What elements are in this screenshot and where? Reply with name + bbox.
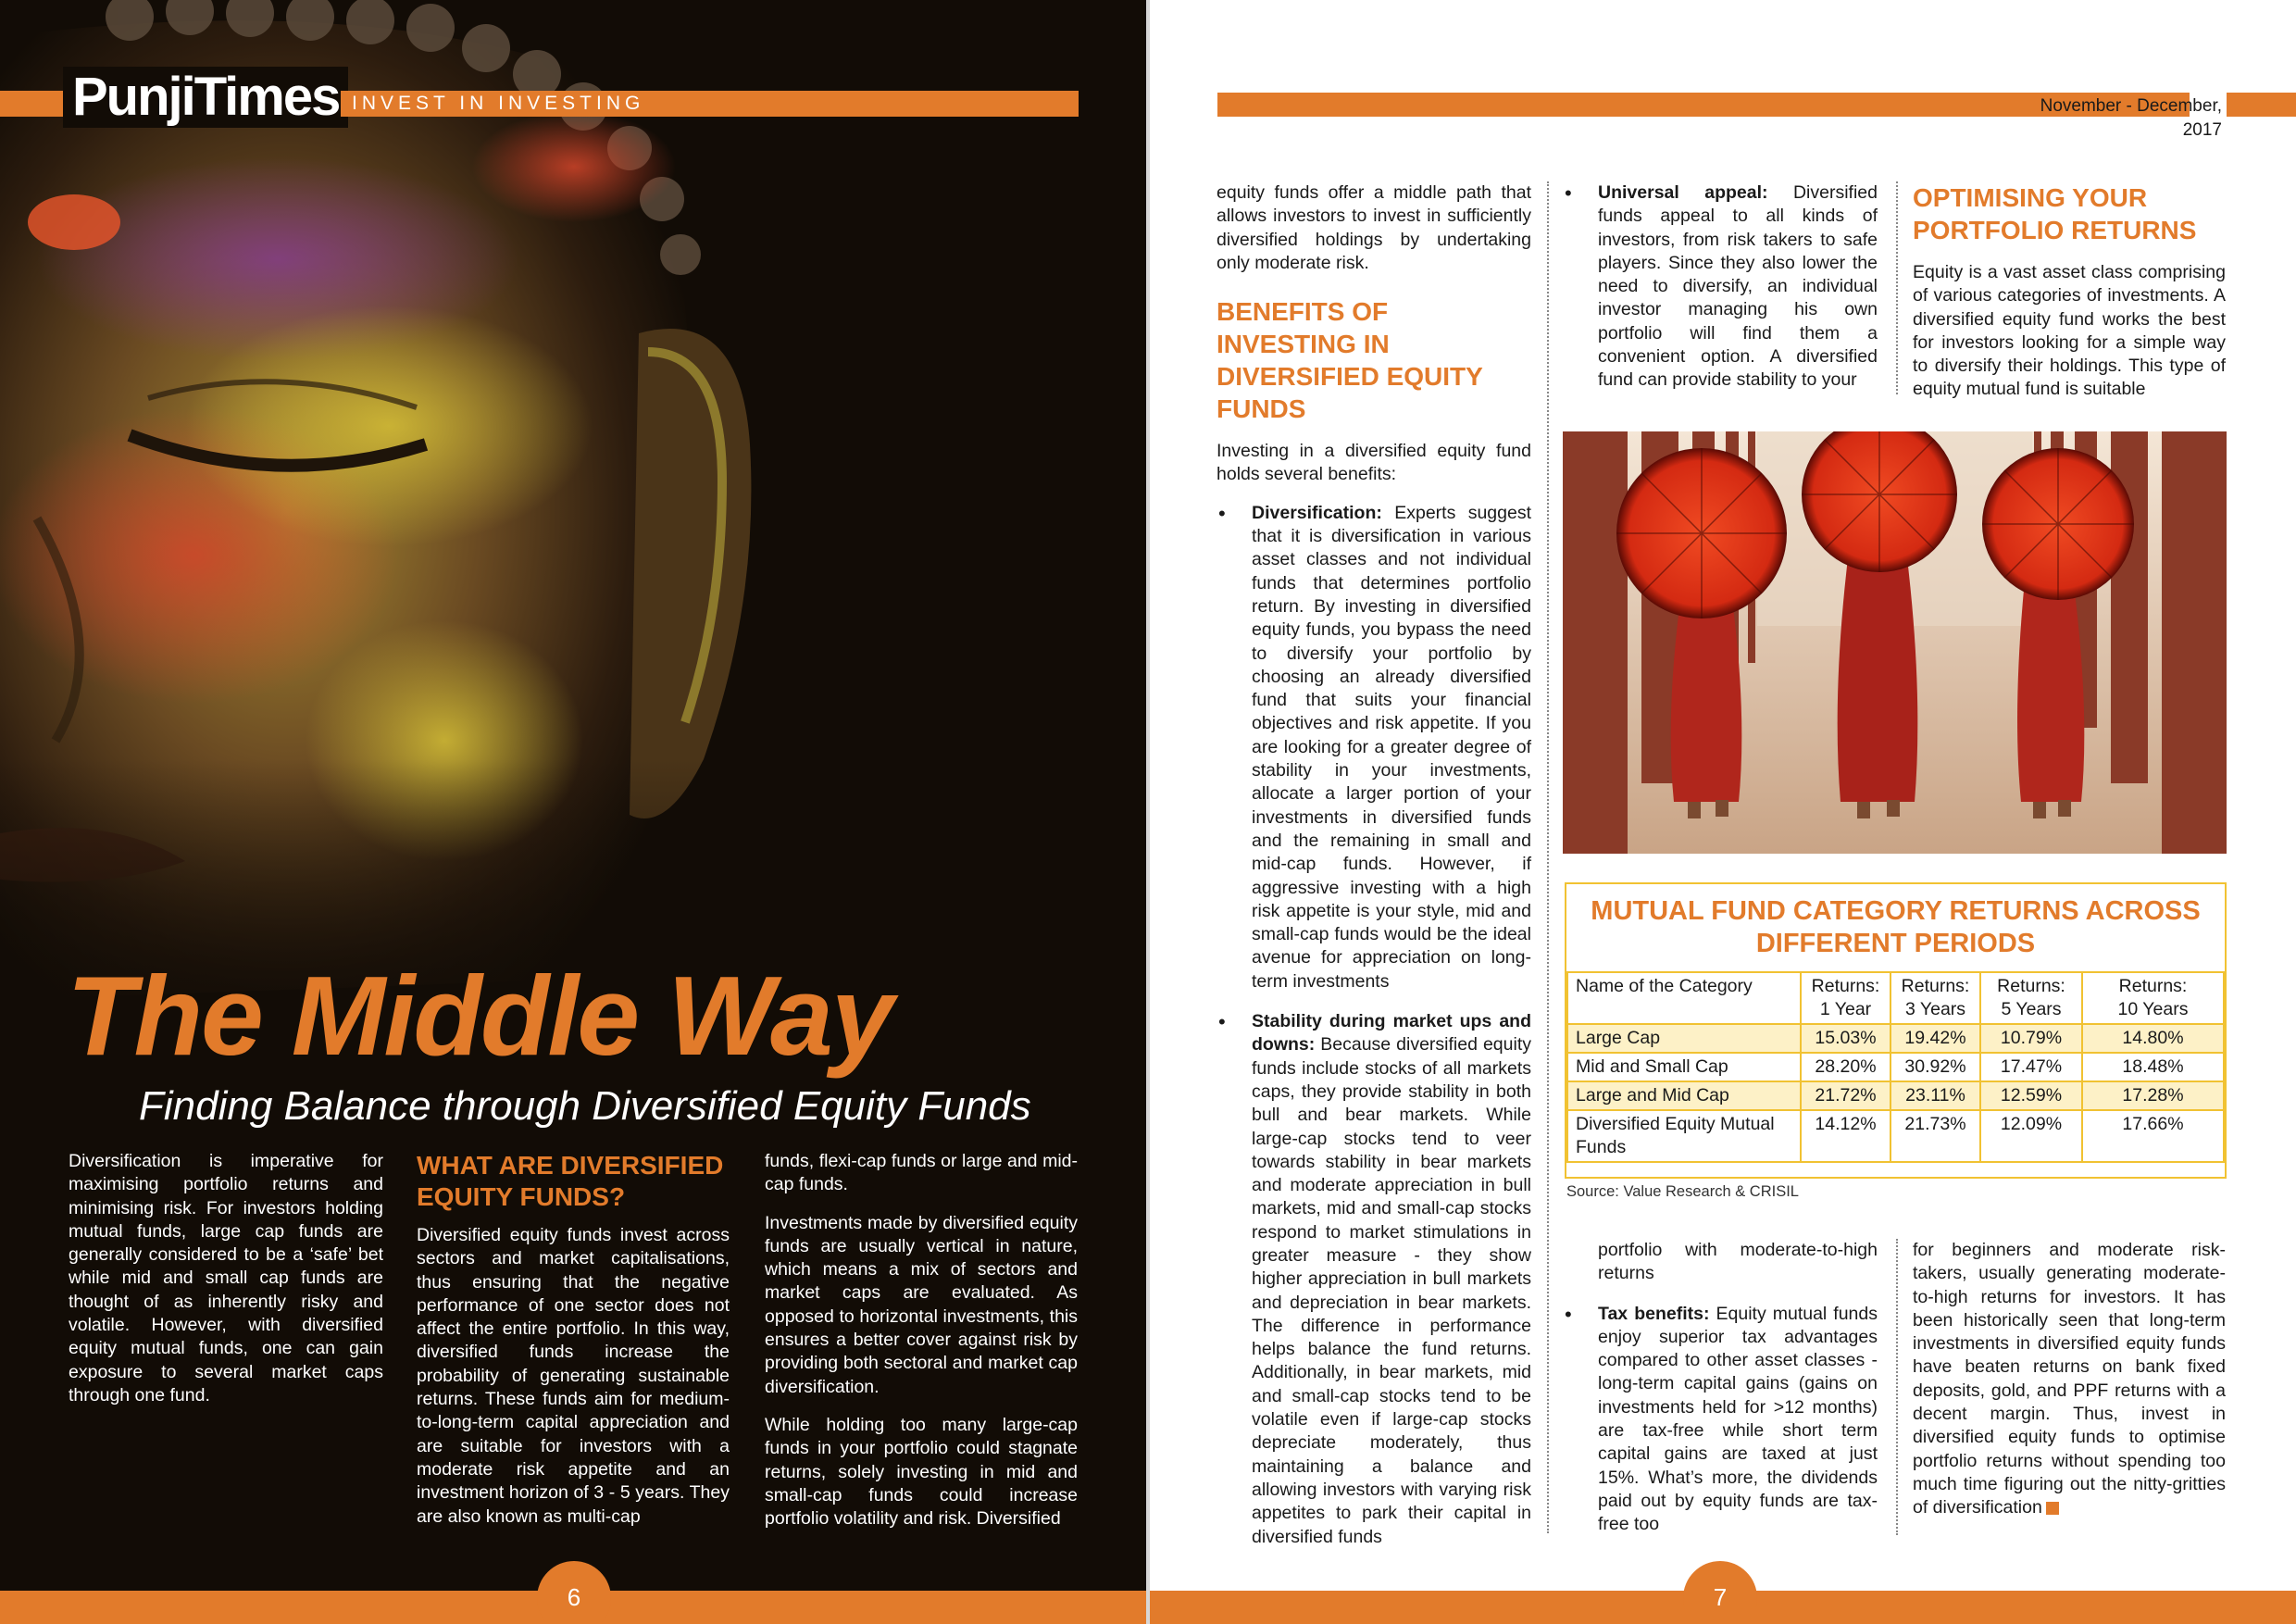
left-column-1: [69, 1150, 383, 1422]
header-cell-line: Returns:: [1811, 976, 1880, 996]
section-heading-what-are: WHAT ARE DIVERSIFIED EQUITY FUNDS?: [417, 1151, 724, 1211]
table-cell: 12.59%: [1980, 1081, 2082, 1110]
masthead-tagline-box: [341, 91, 655, 117]
paragraph: equity funds offer a middle path that allows investors to invest in sufficiently diversified holdings by undertaking only moderate risk.: [1217, 182, 1531, 273]
table-cell: 28.20%: [1801, 1053, 1890, 1081]
table-cell: Large and Mid Cap: [1567, 1081, 1801, 1110]
bullet-text: portfolio with moderate-to-high returns: [1598, 1240, 1878, 1284]
bullet-text: Because diversified equity funds include stocks of all markets caps, they provide stability in both bull and bear markets. While large-cap stocks tend to veer towards stability in bear markets and moderate appreciation in bull markets, mid and small-cap stocks respond to market stimulations in greater measure - they show higher appreciation in bull markets and depreciation in bear markets. The difference in performance helps balance the fund returns. Additionally, in bear markets, mid and small-cap stocks tend to be volatile even if large-cap stocks depreciate moderately, thus maintaining a balance and allowing investors with varying risk appetites to park their capital in diversified funds: [1252, 1034, 1531, 1547]
list-item: [1563, 1303, 1878, 1537]
paragraph: While holding too many large-cap funds in your portfolio could stagnate returns, solely investing in mid and small-cap funds could increase portfolio volatility and risk. Diversified: [765, 1414, 1078, 1530]
list-item: [1217, 1010, 1531, 1549]
paragraph: [1913, 1239, 2226, 1520]
header-cell: Name of the Category: [1567, 972, 1801, 1024]
benefits-list-continued: [1563, 181, 1878, 393]
right-column-1: [1217, 181, 1531, 1566]
table-cell: 15.03%: [1801, 1024, 1890, 1053]
header-cell-line: Returns:: [1901, 976, 1970, 996]
bullet-label: Tax benefits:: [1598, 1303, 1710, 1324]
header-cell-line: 1 Year: [1819, 999, 1872, 1019]
table-title: MUTUAL FUND CATEGORY RETURNS ACROSS DIFFERENT PERIODS: [1591, 896, 2201, 958]
bullet-label: Universal appeal:: [1598, 182, 1768, 203]
table-header-row: [1567, 972, 2224, 1024]
header-cell-line: 5 Years: [2001, 999, 2062, 1019]
header-bar-end: [2227, 93, 2296, 117]
bullet-text: Diversified funds appeal to all kinds of investors, from risk takers to safe players. Since they also lower the need to diversify, an individual investor managing his own portfolio will find them a convenient option. A diversified fund can provide stability to your: [1598, 182, 1878, 391]
right-column-2-top: [1563, 181, 1878, 409]
section-paragraph: Diversified equity funds invest across sectors and market capitalisations, thus ensuring that the negative performance of one sector does not affect the entire portfolio. In this way, diversified funds increase the probability of generating sustainable returns. These funds aim for medium-to-long-term capital appreciation and are suitable for investors with a moderate risk appetite and an investment horizon of 3 - 5 years. They are also known as multi-cap: [417, 1225, 730, 1527]
article-subtitle: Finding Balance through Diversified Equity Funds: [139, 1083, 1031, 1129]
article-title: The Middle Way: [67, 953, 892, 1079]
monks-umbrella-photo: [1563, 431, 2227, 854]
end-of-article-mark: [2046, 1502, 2059, 1515]
table-cell: 19.42%: [1890, 1024, 1980, 1053]
right-column-3-top: [1913, 181, 2226, 417]
header-cell: [1890, 972, 1980, 1024]
brand-tagline: INVEST IN INVESTING: [352, 93, 645, 114]
table-cell: 12.09%: [1980, 1110, 2082, 1162]
table-cell: Large Cap: [1567, 1024, 1801, 1053]
list-item: [1217, 502, 1531, 993]
page-number: 7: [1713, 1583, 1728, 1611]
page-number: 6: [567, 1583, 581, 1611]
column-divider: [1896, 181, 1898, 394]
returns-table: [1566, 971, 2225, 1163]
table-cell: 17.66%: [2082, 1110, 2224, 1162]
table-cell: 10.79%: [1980, 1024, 2082, 1053]
left-column-3: [765, 1150, 1078, 1545]
table-cell: 17.28%: [2082, 1081, 2224, 1110]
table-cell: 23.11%: [1890, 1081, 1980, 1110]
paragraph: Investing in a diversified equity fund holds several benefits:: [1217, 441, 1531, 485]
masthead-logo-box: [63, 67, 348, 128]
brand-logo: PunjiTimes: [72, 67, 340, 127]
table-row: [1567, 1081, 2224, 1110]
section-heading-benefits: BENEFITS OF INVESTING IN DIVERSIFIED EQUITY FUNDS: [1217, 297, 1483, 424]
paragraph-text: for beginners and moderate risk-takers, usually generating moderate-to-high returns for investors. It has been historically seen that long-term investments in diversified equity funds have beaten returns on bank fixed deposits, gold, and PPF returns with a decent margin. Thus, invest in diversified equity funds to optimise portfolio returns without spending too much time figuring out the nitty-gritties of diversification: [1913, 1240, 2226, 1518]
header-cell: [1980, 972, 2082, 1024]
column-divider: [1896, 1239, 1898, 1535]
table-cell: 18.48%: [2082, 1053, 2224, 1081]
header-cell-line: 3 Years: [1904, 999, 1966, 1019]
table-row: [1567, 1110, 2224, 1162]
bullet-label: Stability during market ups and downs:: [1252, 1011, 1531, 1056]
table-cell: 21.73%: [1890, 1110, 1980, 1162]
table-cell: 14.12%: [1801, 1110, 1890, 1162]
table-cell: 21.72%: [1801, 1081, 1890, 1110]
page-spine: [1146, 0, 1150, 1624]
bullet-label: Diversification:: [1252, 502, 1382, 523]
bullet-text: Experts suggest that it is diversification in various asset classes and not individual funds that determines portfolio return. By investing in diversified equity funds, you bypass the need to diversify your portfolio by choosing an already diversified fund that suits your financial objectives and risk appetite. If you are looking for a greater degree of stability in your investments, allocate a larger portion of your investments in diversified funds and the remaining in small and mid-cap funds. However, if aggressive investing with a high risk appetite is your style, mid and small-cap funds would be the ideal avenue for appreciation on long-term investments: [1252, 502, 1531, 992]
paragraph: Investments made by diversified equity funds are usually vertical in nature, which means a mix of sectors and market caps are evaluated. As opposed to horizontal investments, this ensures a better cover against risk by providing both sectoral and market cap diversification.: [765, 1212, 1078, 1397]
returns-table-box: [1565, 882, 2227, 1179]
header-cell-line: Returns:: [1997, 976, 2065, 996]
paragraph: Equity is a vast asset class comprising of various categories of investments. A diversified equity fund works the best for investors looking for a simple way to diversify their holdings. This type of equity mutual fund is suitable: [1913, 262, 2226, 400]
paragraph: funds, flexi-cap funds or large and mid-cap funds.: [765, 1151, 1078, 1195]
left-column-2: [417, 1150, 730, 1543]
section-heading-optimise: OPTIMISING YOUR PORTFOLIO RETURNS: [1913, 183, 2197, 244]
right-page: [1148, 0, 2296, 1624]
table-row: [1567, 1024, 2224, 1053]
intro-paragraph: Diversification is imperative for maximising portfolio returns and minimising risk. For investors holding mutual funds, large cap funds are generally considered to be a ‘safe’ bet while mid and small cap funds are thought of as inherently risky and volatile. However, with diversified equity mutual funds, one can gain exposure to several market caps through one fund.: [69, 1151, 383, 1405]
table-cell: Diversified Equity Mutual Funds: [1567, 1110, 1801, 1162]
header-cell: [2082, 972, 2224, 1024]
right-column-2-bottom: [1563, 1239, 1878, 1554]
table-cell: Mid and Small Cap: [1567, 1053, 1801, 1081]
issue-date: November - December, 2017: [2040, 96, 2222, 140]
table-cell: 14.80%: [2082, 1024, 2224, 1053]
benefits-list: [1217, 502, 1531, 1549]
table-cell: 17.47%: [1980, 1053, 2082, 1081]
right-column-3-bottom: [1913, 1239, 2226, 1535]
bullet-text: Equity mutual funds enjoy superior tax advantages compared to other asset classes - long-term capital gains (gains on investments held for >12 months) are tax-free while short term capital gains are taxed at just 15%. What’s more, the dividends paid out by equity funds are tax-free too: [1598, 1303, 1878, 1535]
list-item: [1563, 181, 1878, 393]
header-cell: [1801, 972, 1890, 1024]
table-row: [1567, 1053, 2224, 1081]
benefits-list-continued: [1563, 1239, 1878, 1537]
list-item-continued: [1563, 1239, 1878, 1286]
header-cell-line: Returns:: [2118, 976, 2188, 996]
table-source: Source: Value Research & CRISIL: [1566, 1183, 1799, 1200]
table-cell: 30.92%: [1890, 1053, 1980, 1081]
column-divider: [1547, 181, 1549, 1533]
header-cell-line: 10 Years: [2117, 999, 2189, 1019]
